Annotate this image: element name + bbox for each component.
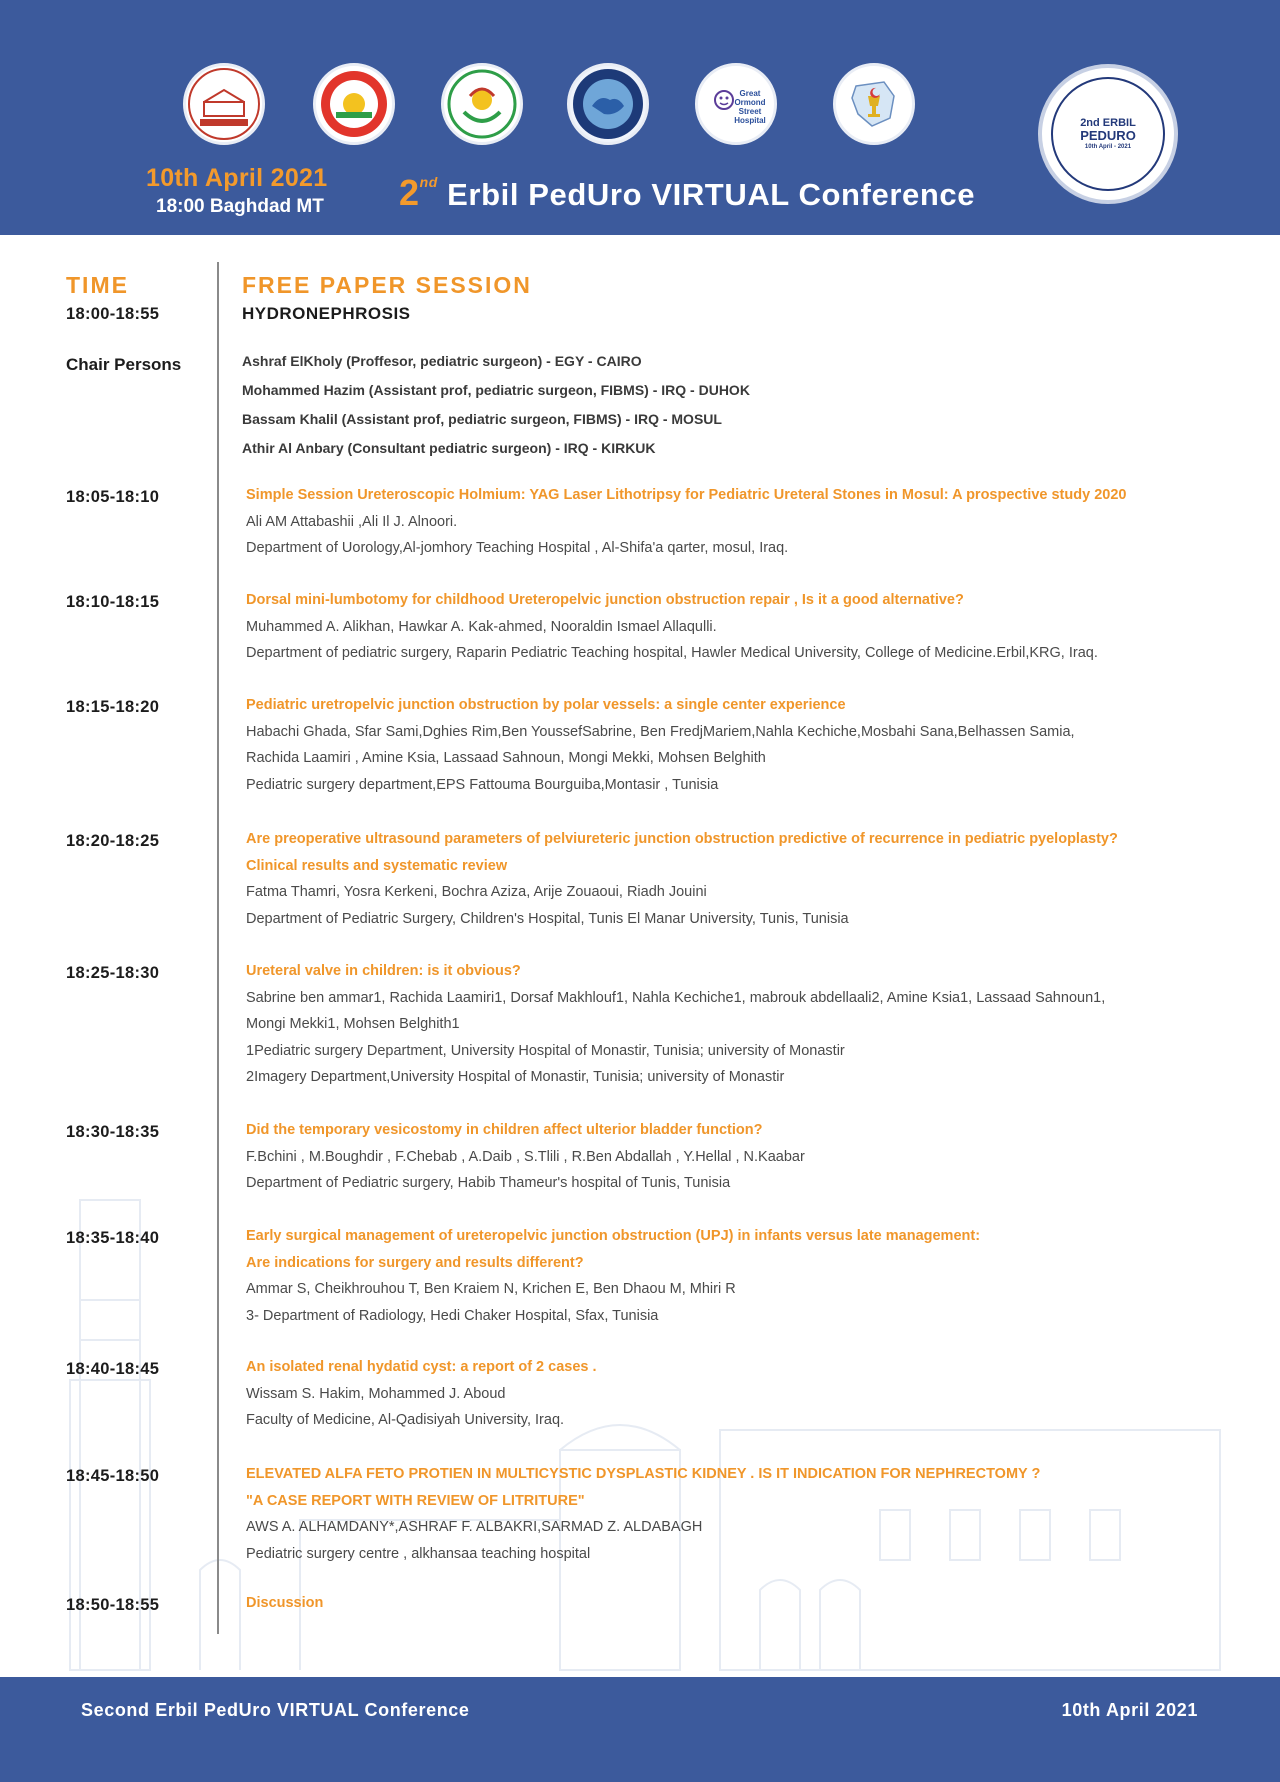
paper-affiliation: Department of Pediatric Surgery, Children's Hospital, Tunis El Manar University, Tunis, Tunisia (246, 910, 849, 927)
paper-affiliation: Faculty of Medicine, Al-Qadisiyah University, Iraq. (246, 1412, 565, 1428)
paper-entry (246, 958, 1246, 1091)
paper-title: Early surgical management of ureteropelvic junction obstruction (UPJ) in infants versus late management: (246, 1228, 981, 1244)
footer-band (0, 1677, 1280, 1782)
session-heading: FREE PAPER SESSION (242, 272, 532, 298)
seal-inner-ring (1051, 77, 1165, 191)
hawler-medical-university-logo (183, 63, 265, 145)
kurdistan-ministry-health-logo (441, 63, 523, 145)
chair-persons-label: Chair Persons (66, 355, 182, 374)
paper-entry (246, 482, 1246, 562)
paper-affiliation: 3- Department of Radiology, Hedi Chaker Hospital, Sfax, Tunisia (246, 1307, 659, 1324)
entry-time: 18:45-18:50 (66, 1467, 160, 1485)
paper-title: Simple Session Ureteroscopic Holmium: YAG Laser Lithotripsy for Pediatric Ureteral Stones in Mosul: A prospective study 2020 (246, 487, 1127, 503)
chair-person: Athir Al Anbary (Consultant pediatric surgeon) - IRQ - KIRKUK (242, 440, 656, 456)
iraq-pediatric-surgeons-logo (833, 63, 915, 145)
timeline-divider (217, 262, 219, 1634)
paper-title: Dorsal mini-lumbotomy for childhood Ureteropelvic junction obstruction repair , Is it a good alternative? (246, 592, 964, 608)
paper-authors: Ali AM Attabashii ,Ali Il J. Alnoori. (246, 513, 458, 530)
footer-conference-name: Second Erbil PedUro VIRTUAL Conference (81, 1700, 470, 1720)
chair-person: Bassam Khalil (Assistant prof, pediatric surgeon, FIBMS) - IRQ - MOSUL (242, 411, 722, 427)
paper-authors: Fatma Thamri, Yosra Kerkeni, Bochra Aziza, Arije Zouaoui, Riadh Jouini (246, 884, 707, 900)
paper-title: Did the temporary vesicostomy in children affect ulterior bladder function? (246, 1122, 763, 1138)
conference-title (399, 172, 975, 214)
paper-authors: Wissam S. Hakim, Mohammed J. Aboud (246, 1385, 506, 1402)
hands-emblem-icon (444, 66, 520, 142)
kurdistan-sun-emblem-logo (313, 63, 395, 145)
university-building-icon (186, 66, 262, 142)
paper-authors: Muhammed A. Alikhan, Hawkar A. Kak-ahmed, Nooraldin Ismael Allaqulli. (246, 618, 717, 635)
discussion-label: Discussion (246, 1595, 324, 1611)
paper-authors: Ammar S, Cheikhrouhou T, Ben Kraiem N, Krichen E, Ben Dhaou M, Mhiri R (246, 1281, 736, 1297)
title-ordinal-suffix: nd (419, 174, 438, 190)
seal-line-2: PEDURO (1080, 128, 1136, 143)
paper-title: Are preoperative ultrasound parameters of pelviureteric junction obstruction predictive of recurrence in pediatric pyeloplasty? (246, 831, 1118, 847)
chair-person: Ashraf ElKholy (Proffesor, pediatric surgeon) - EGY - CAIRO (242, 353, 642, 369)
paper-affiliation: Pediatric surgery department,EPS Fattouma Bourguiba,Montasir , Tunisia (246, 776, 719, 793)
paper-entry (246, 826, 1246, 932)
child-face-icon (698, 66, 774, 142)
paper-affiliation: Pediatric surgery centre , alkhansaa teaching hospital (246, 1545, 591, 1562)
paper-title: "A CASE REPORT WITH REVIEW OF LITRITURE" (246, 1492, 585, 1509)
conference-seal-logo (1038, 64, 1178, 204)
entry-time: 18:15-18:20 (66, 698, 160, 716)
title-text: Erbil PedUro VIRTUAL Conference (447, 177, 976, 212)
paper-entry (246, 692, 1246, 798)
footer-date: 10th April 2021 (1061, 1700, 1198, 1720)
entry-time: 18:40-18:45 (66, 1360, 160, 1378)
paper-authors: F.Bchini , M.Boughdir , F.Chebab , A.Daib , S.Tlili , R.Ben Abdallah , Y.Hellal , N.Kaabar (246, 1148, 805, 1165)
entry-time: 18:35-18:40 (66, 1229, 160, 1247)
paper-title: Pediatric uretropelvic junction obstruction by polar vessels: a single center experience (246, 697, 846, 713)
paper-affiliation: Department of Uorology,Al-jomhory Teaching Hospital , Al-Shifa'a qarter, mosul, Iraq. (246, 540, 789, 556)
iraq-map-cup-icon (836, 66, 912, 142)
svg-text:Hospital: Hospital (734, 116, 766, 125)
paper-entry (246, 587, 1246, 667)
paper-title: ELEVATED ALFA FETO PROTIEN IN MULTICYSTIC DYSPLASTIC KIDNEY . IS IT INDICATION FOR NEPHRECTOMY ? (246, 1466, 1041, 1482)
seal-line-3: 10th April - 2021 (1084, 144, 1132, 150)
svg-text:Street: Street (738, 107, 762, 116)
paper-affiliation: 2Imagery Department,University Hospital of Monastir, Tunisia; university of Monastir (246, 1069, 785, 1085)
paper-authors: Habachi Ghada, Sfar Sami,Dghies Rim,Ben YoussefSabrine, Ben FredjMariem,Nahla Kechiche,Mosbahi Sana,Belhassen Samia, (246, 723, 1075, 740)
chair-person: Mohammed Hazim (Assistant prof, pediatric surgeon, FIBMS) - IRQ - DUHOK (242, 382, 750, 398)
seal-line-1: 2nd ERBIL (1080, 117, 1136, 129)
sun-emblem-icon (316, 66, 392, 142)
paper-affiliation: 1Pediatric surgery Department, University Hospital of Monastir, Tunisia; university of Monastir (246, 1042, 845, 1059)
paper-authors: Sabrine ben ammar1, Rachida Laamiri1, Dorsaf Makhlouf1, Nahla Kechiche1, mabrouk abdellaali2, Amine Ksia1, Lassaad Sahnoun1, (246, 989, 1106, 1006)
paper-authors: Mongi Mekki1, Mohsen Belghith1 (246, 1016, 460, 1032)
time-column-heading: TIME (66, 272, 129, 298)
paper-entry (246, 1117, 1246, 1197)
header-date: 10th April 2021 (146, 164, 328, 192)
great-ormond-street-hospital-logo (695, 63, 777, 145)
paper-title: Clinical results and systematic review (246, 857, 508, 874)
paper-affiliation: Department of Pediatric surgery, Habib Thameur's hospital of Tunis, Tunisia (246, 1175, 731, 1191)
arab-pediatric-surgeons-association-logo (567, 63, 649, 145)
session-time: 18:00-18:55 (66, 305, 160, 323)
world-map-icon (570, 66, 646, 142)
paper-authors: Rachida Laamiri , Amine Ksia, Lassaad Sahnoun, Mongi Mekki, Mohsen Belghith (246, 750, 766, 766)
paper-authors: AWS A. ALHAMDANY*,ASHRAF F. ALBAKRI,SARMAD Z. ALDABAGH (246, 1519, 703, 1535)
entry-time: 18:30-18:35 (66, 1123, 160, 1141)
paper-affiliation: Department of pediatric surgery, Raparin Pediatric Teaching hospital, Hawler Medical University, College of Medicine.Erbil,KRG, Iraq. (246, 645, 1098, 661)
header-time: 18:00 Baghdad MT (156, 196, 324, 217)
paper-entry (246, 1354, 1246, 1434)
paper-title: Ureteral valve in children: is it obvious? (246, 963, 521, 979)
entry-time: 18:05-18:10 (66, 488, 160, 506)
paper-title: An isolated renal hydatid cyst: a report of 2 cases . (246, 1359, 597, 1375)
paper-title: Are indications for surgery and results different? (246, 1254, 584, 1271)
entry-time: 18:20-18:25 (66, 832, 160, 850)
entry-time: 18:10-18:15 (66, 593, 160, 611)
svg-text:Ormond: Ormond (734, 98, 766, 107)
svg-text:Great: Great (739, 89, 761, 98)
discussion-time: 18:50-18:55 (66, 1596, 160, 1614)
entry-time: 18:25-18:30 (66, 964, 160, 982)
paper-entry (246, 1461, 1246, 1567)
paper-entry (246, 1223, 1246, 1329)
title-ordinal: 2 (399, 172, 420, 213)
session-topic: HYDRONEPHROSIS (242, 304, 411, 323)
